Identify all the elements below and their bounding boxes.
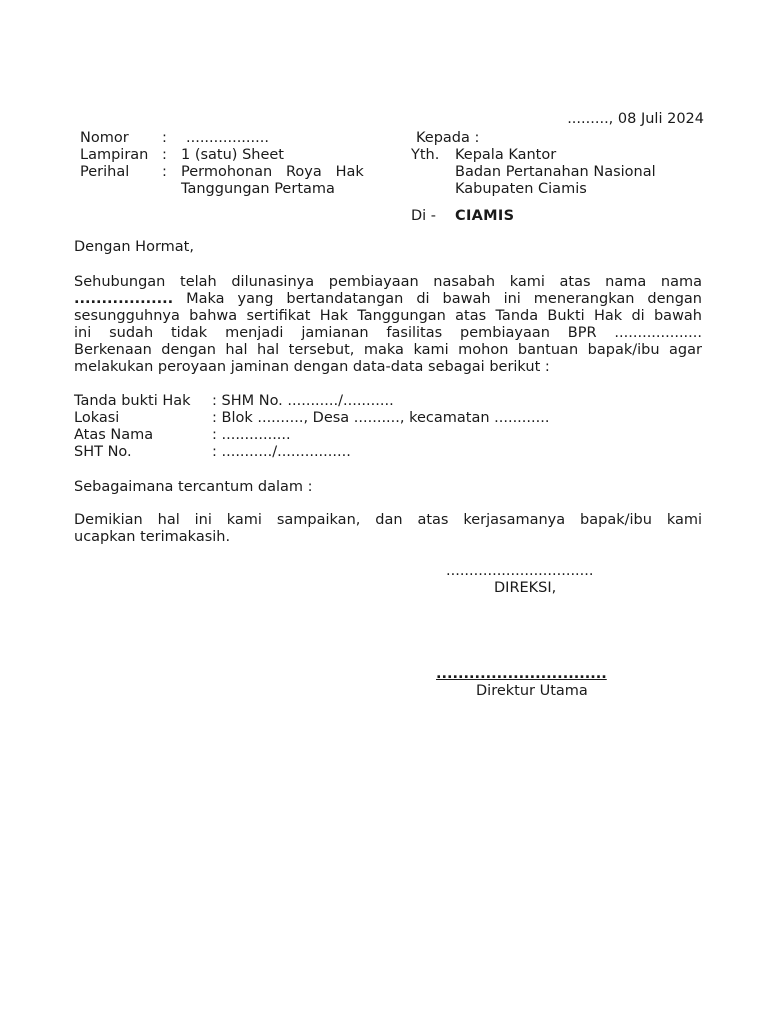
yth-label: Yth. [411,147,440,163]
lampiran-value: 1 (satu) Sheet [181,147,284,163]
perihal-value-line1: Permohonan Roya Hak [181,164,364,180]
paragraph-line-rest: Maka yang bertandatangan di bawah ini menerangkan dengan [173,291,702,307]
recipient-city: CIAMIS [455,208,515,224]
lampiran-label: Lampiran [80,147,149,163]
customer-name-placeholder: .................. [74,291,174,307]
salutation: Dengan Hormat, [74,239,194,255]
recipient-line2: Badan Pertanahan Nasional [455,164,656,180]
signature-name: ............................... [436,666,607,682]
closing-line: ucapkan terimakasih. [74,529,231,545]
perihal-colon: : [162,164,167,180]
closing-paragraph [74,512,702,546]
recipient-line1: Kepala Kantor [455,147,557,163]
sht-label: SHT No. [74,444,132,460]
di-label: Di - [411,208,437,224]
atas-nama-value: : ............... [212,427,291,443]
atas-nama-label: Atas Nama [74,427,154,443]
tanda-bukti-value: : SHM No. .........../........... [212,393,394,409]
nomor-label: Nomor [80,130,129,146]
nomor-value: .................. [186,130,269,146]
paragraph-line: sesungguhnya bahwa sertifikat Hak Tanggungan atas Tanda Bukti Hak di bawah [74,308,702,324]
paragraph-line: melakukan peroyaan jaminan dengan data-data sebagai berikut : [74,359,550,375]
paragraph-line: ini sudah tidak menjadi jamianan fasilitas pembiayaan BPR ................... [74,325,702,341]
closing-line: Demikian hal ini kami sampaikan, dan atas kerjasamanya bapak/ibu kami [74,512,702,528]
perihal-value-line2: Tanggungan Pertama [181,181,335,197]
sht-value: : .........../................ [212,444,351,460]
kepada-label: Kepada : [416,130,480,146]
paragraph-line: Berkenaan dengan hal hal tersebut, maka kami mohon bantuan bapak/ibu agar [74,342,702,358]
paragraph-line [74,291,702,308]
lampiran-colon: : [162,147,167,163]
lokasi-label: Lokasi [74,410,120,426]
signature-direksi: DIREKSI, [494,580,557,596]
paragraph-line: Sehubungan telah dilunasinya pembiayaan nasabah kami atas nama nama [74,274,702,290]
signature-dots: ................................ [446,563,594,579]
signature-title: Direktur Utama [476,683,588,699]
lokasi-value: : Blok .........., Desa .........., kecamatan ............ [212,410,550,426]
nomor-colon: : [162,130,167,146]
perihal-label: Perihal [80,164,130,180]
letter-date: ........., 08 Juli 2024 [567,111,704,127]
tanda-bukti-label: Tanda bukti Hak [74,393,191,409]
tercantum-text: Sebagaimana tercantum dalam : [74,479,313,495]
recipient-line3: Kabupaten Ciamis [455,181,587,197]
body-paragraph [74,274,702,376]
